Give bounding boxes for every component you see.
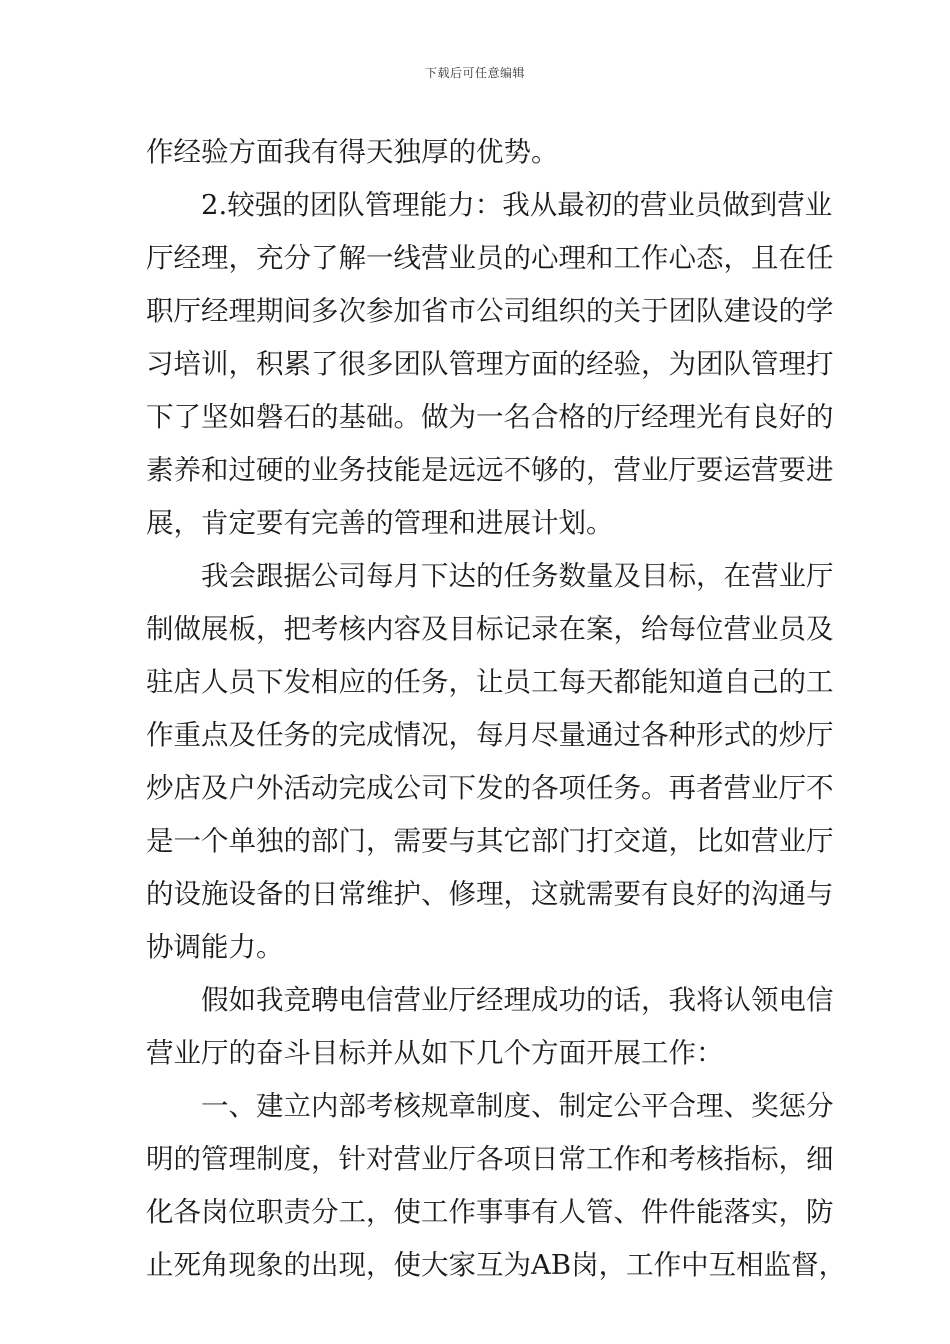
text-line: 驻店人员下发相应的任务，让员工每天都能知道自己的工 [146, 666, 834, 698]
text-line: 假如我竞聘电信营业厅经理成功的话，我将认领电信 [201, 984, 834, 1016]
text-line: 的设施设备的日常维护、修理，这就需要有良好的沟通与 [146, 878, 834, 910]
text-line: 是一个单独的部门，需要与其它部门打交道，比如营业厅 [146, 825, 834, 857]
text-line: 炒店及户外活动完成公司下发的各项任务。再者营业厅不 [146, 772, 834, 804]
text-line: 明的管理制度，针对营业厅各项日常工作和考核指标，细 [146, 1143, 834, 1175]
text-line: 厅经理，充分了解一线营业员的心理和工作心态，且在任 [146, 242, 834, 274]
text-line: 作重点及任务的完成情况，每月尽量通过各种形式的炒厅 [146, 719, 834, 751]
text-line: 化各岗位职责分工，使工作事事有人管、件件能落实，防 [146, 1196, 834, 1228]
page-header-watermark: 下载后可任意编辑 [424, 66, 525, 80]
text-line: 展，肯定要有完善的管理和进展计划。 [146, 507, 614, 539]
text-line: 素养和过硬的业务技能是远远不够的，营业厅要运营要进 [146, 454, 834, 486]
text-line: 我会跟据公司每月下达的任务数量及目标，在营业厅 [201, 560, 834, 592]
text-line: 下了坚如磐石的基础。做为一名合格的厅经理光有良好的 [146, 401, 834, 433]
text-line: 作经验方面我有得天独厚的优势。 [146, 136, 559, 168]
text-line: 2.较强的团队管理能力：我从最初的营业员做到营业 [201, 189, 833, 221]
text-line: 习培训，积累了很多团队管理方面的经验，为团队管理打 [146, 348, 834, 380]
text-line: 职厅经理期间多次参加省市公司组织的关于团队建设的学 [146, 295, 834, 327]
text-line: 止死角现象的出现，使大家互为AB岗，工作中互相监督， [146, 1249, 847, 1281]
text-line: 协调能力。 [146, 931, 284, 963]
text-line: 一、建立内部考核规章制度、制定公平合理、奖惩分 [201, 1090, 834, 1122]
document-body [146, 126, 847, 1292]
text-line: 营业厅的奋斗目标并从如下几个方面开展工作： [146, 1037, 724, 1069]
text-line: 制做展板，把考核内容及目标记录在案，给每位营业员及 [146, 613, 834, 645]
